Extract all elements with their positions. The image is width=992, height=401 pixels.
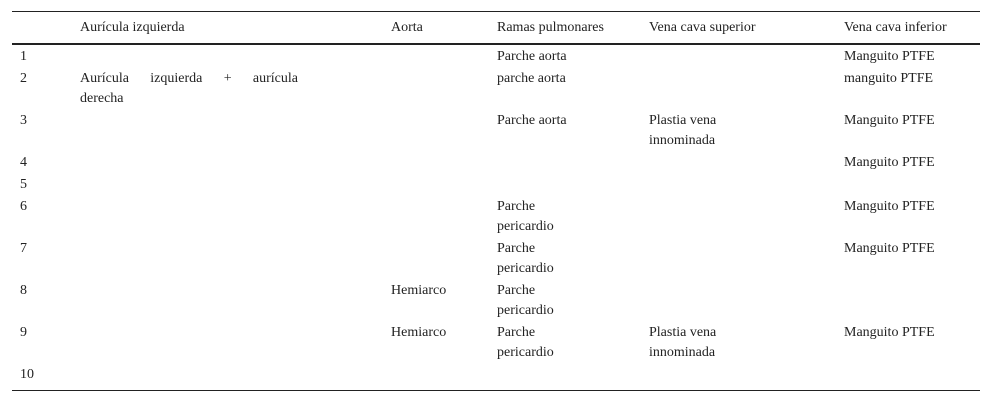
table-row — [12, 111, 980, 153]
cell-aorta — [383, 365, 489, 391]
cell-aorta — [383, 153, 489, 175]
cell-ramas-pulmonares — [489, 239, 641, 281]
cell-vena-cava-superior — [641, 365, 836, 391]
cell-auricula-izquierda — [72, 111, 383, 153]
cell-vena-cava-inferior: Manguito PTFE — [844, 198, 935, 214]
cell-aorta — [383, 175, 489, 197]
table-row — [12, 323, 980, 365]
cell-ramas-pulmonares — [489, 153, 641, 175]
cell-vena-cava-superior — [641, 175, 836, 197]
header-auricula-izquierda: Aurícula izquierda — [80, 20, 185, 35]
cell-ramas-pulmonares — [489, 197, 641, 239]
cell-ramas-pulmonares — [489, 175, 641, 197]
cell-ramas-pulmonares: parche aorta — [497, 70, 566, 86]
header-row — [12, 12, 980, 44]
cell-auricula-izquierda — [72, 175, 383, 197]
cell-text-line: Parche — [497, 198, 536, 214]
cell-number: 10 — [20, 366, 34, 382]
table-body — [12, 44, 980, 391]
cell-text-line: pericardio — [497, 260, 554, 276]
cell-vena-cava-superior — [641, 69, 836, 111]
cell-vena-cava-superior — [641, 111, 836, 153]
cell-number: 1 — [20, 48, 27, 64]
cell-text-line: Plastia vena — [649, 112, 717, 128]
cell-vena-cava-inferior: Manguito PTFE — [844, 324, 935, 340]
cell-aorta — [383, 69, 489, 111]
data-table — [12, 11, 980, 391]
table-row — [12, 44, 980, 69]
cell-auricula-izquierda — [72, 281, 383, 323]
cell-auricula-izquierda — [72, 153, 383, 175]
data-table-container — [12, 11, 980, 391]
cell-aorta — [383, 239, 489, 281]
cell-vena-cava-superior — [641, 153, 836, 175]
cell-aorta — [383, 197, 489, 239]
cell-text-line: pericardio — [497, 302, 554, 318]
cell-number: 4 — [20, 154, 27, 170]
cell-text-line: Parche — [497, 240, 536, 256]
table-row — [12, 175, 980, 197]
cell-text-line: innominada — [649, 132, 716, 148]
table-row — [12, 281, 980, 323]
table-header — [12, 12, 980, 44]
cell-ramas-pulmonares: Parche aorta — [497, 48, 567, 64]
table-row — [12, 239, 980, 281]
cell-auricula-izquierda — [72, 239, 383, 281]
cell-text-line: Plastia vena — [649, 324, 717, 340]
cell-vena-cava-superior — [641, 323, 836, 365]
header-aorta: Aorta — [391, 20, 423, 35]
cell-auricula-izquierda — [72, 323, 383, 365]
cell-auricula-izquierda — [72, 69, 383, 111]
header-number — [12, 12, 72, 44]
cell-number: 8 — [20, 282, 27, 298]
cell-text-line: pericardio — [497, 344, 554, 360]
cell-aorta: Hemiarco — [391, 282, 447, 298]
cell-text-line: Parche — [497, 282, 536, 298]
cell-text-line: Parche — [497, 324, 536, 340]
cell-number: 9 — [20, 324, 27, 340]
cell-vena-cava-inferior: Manguito PTFE — [844, 240, 935, 256]
cell-vena-cava-inferior: Manguito PTFE — [844, 112, 935, 128]
cell-ramas-pulmonares — [489, 281, 641, 323]
header-ramas-pulmonares: Ramas pulmonares — [497, 20, 604, 35]
cell-text-line: derecha — [80, 90, 124, 106]
table-row — [12, 365, 980, 391]
cell-aorta: Hemiarco — [391, 324, 447, 340]
cell-vena-cava-inferior — [836, 281, 980, 323]
cell-text-line: pericardio — [497, 218, 554, 234]
cell-vena-cava-superior — [641, 197, 836, 239]
cell-number: 5 — [20, 176, 27, 192]
cell-ramas-pulmonares — [489, 323, 641, 365]
cell-ramas-pulmonares — [489, 365, 641, 391]
table-row — [12, 69, 980, 111]
cell-vena-cava-superior — [641, 239, 836, 281]
header-vena-cava-superior: Vena cava superior — [649, 20, 756, 35]
cell-vena-cava-inferior: manguito PTFE — [844, 70, 934, 86]
cell-text-line: Aurícula izquierda + aurícula — [80, 70, 298, 86]
cell-vena-cava-inferior — [836, 175, 980, 197]
header-vena-cava-inferior: Vena cava inferior — [844, 20, 947, 35]
cell-auricula-izquierda — [72, 365, 383, 391]
cell-vena-cava-inferior: Manguito PTFE — [844, 154, 935, 170]
cell-aorta — [383, 111, 489, 153]
cell-vena-cava-superior — [641, 44, 836, 69]
cell-aorta — [383, 44, 489, 69]
cell-number: 7 — [20, 240, 27, 256]
table-row — [12, 197, 980, 239]
cell-auricula-izquierda — [72, 197, 383, 239]
cell-number: 3 — [20, 112, 27, 128]
cell-number: 2 — [20, 70, 27, 86]
cell-vena-cava-inferior: Manguito PTFE — [844, 48, 935, 64]
cell-auricula-izquierda — [72, 44, 383, 69]
table-row — [12, 153, 980, 175]
cell-vena-cava-inferior — [836, 365, 980, 391]
cell-text-line: innominada — [649, 344, 716, 360]
cell-ramas-pulmonares: Parche aorta — [497, 112, 567, 128]
cell-number: 6 — [20, 198, 27, 214]
cell-vena-cava-superior — [641, 281, 836, 323]
